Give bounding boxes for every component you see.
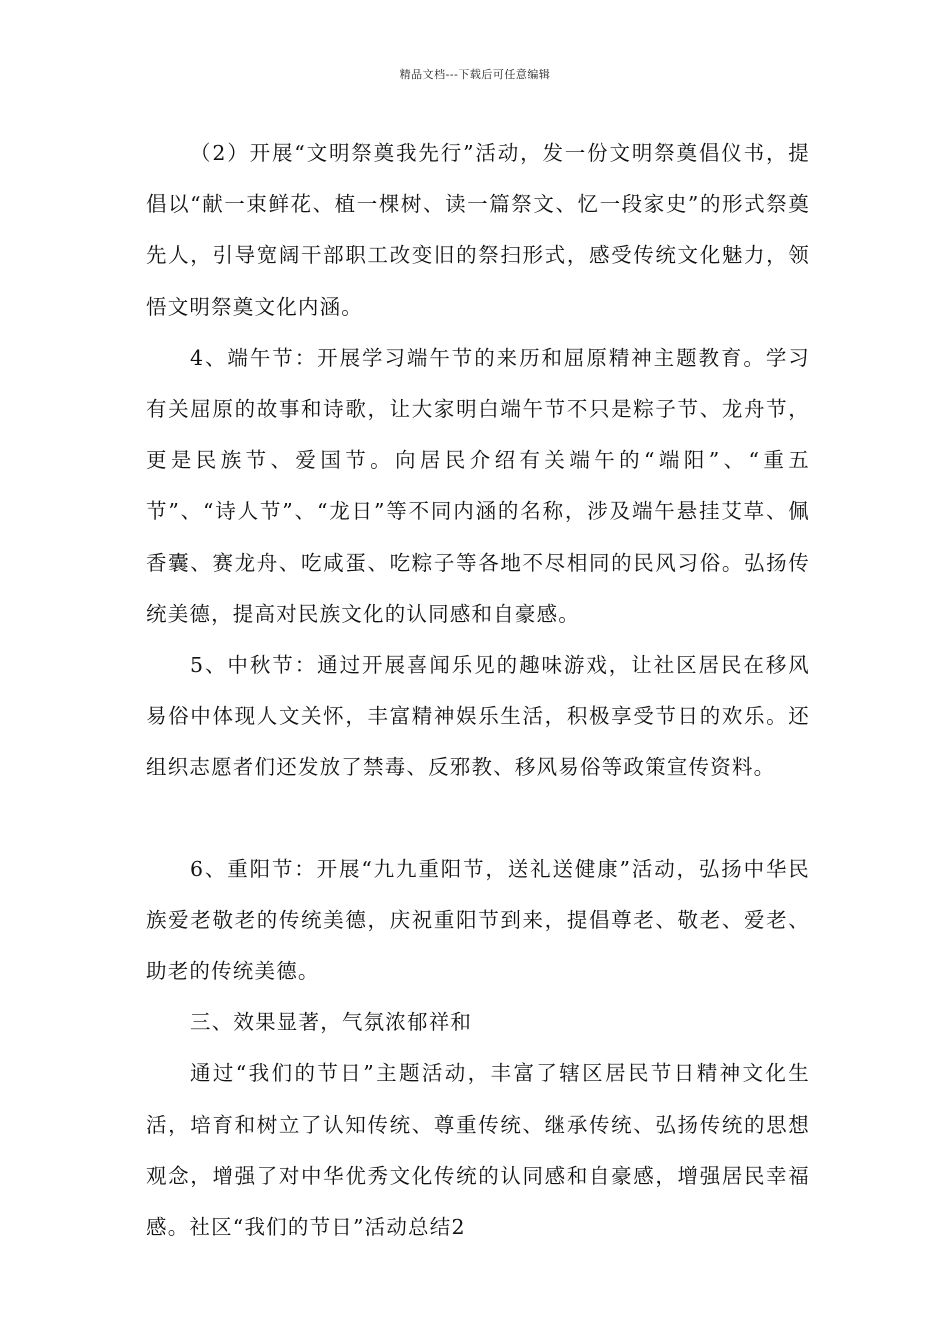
page-header: 精品文档---下载后可任意编辑 — [399, 68, 551, 81]
paragraph-civilized-memorial: （2）开展“文明祭奠我先行”活动，发一份文明祭奠倡仪书，提倡以“献一束鲜花、植一棵树、读一篇祭文、忆一段家史”的形式祭奠先人，引导宽阔干部职工改变旧的祭扫形式，感受传统文化魅力，领悟文明祭奠文化内涵。 — [146, 141, 810, 319]
paragraph-dragon-boat-festival: 4、端午节：开展学习端午节的来历和屈原精神主题教育。学习有关屈原的故事和诗歌，让大家明白端午节不只是粽子节、龙舟节，更是民族节、爱国节。向居民介绍有关端午的“端阳”、“重五节”、“诗人节”、“龙日”等不同内涵的名称，涉及端午悬挂艾草、佩香囊、赛龙舟、吃咸蛋、吃粽子等各地不尽相同的民风习俗。弘扬传统美德，提高对民族文化的认同感和自豪感。 — [146, 345, 810, 626]
blank-line — [146, 794, 810, 844]
document-body — [146, 128, 810, 1253]
paragraph-results-summary: 通过“我们的节日”主题活动，丰富了辖区居民节日精神文化生活，培育和树立了认知传统、尊重传统、继承传统、弘扬传统的思想观念，增强了对中华优秀文化传统的认同感和自豪感，增强居民幸福感。社区“我们的节日”活动总结2 — [146, 1061, 810, 1240]
paragraph-double-ninth-festival: 6、重阳节：开展“九九重阳节，送礼送健康”活动，弘扬中华民族爱老敬老的传统美德，庆祝重阳节到来，提倡尊老、敬老、爱老、助老的传统美德。 — [146, 856, 810, 984]
paragraph-mid-autumn-festival: 5、中秋节：通过开展喜闻乐见的趣味游戏，让社区居民在移风易俗中体现人文关怀，丰富精神娱乐生活，积极享受节日的欢乐。还组织志愿者们还发放了禁毒、反邪教、移风易俗等政策宣传资料。 — [146, 653, 810, 780]
section-heading-results: 三、效果显著，气氛浓郁祥和 — [190, 1010, 473, 1035]
